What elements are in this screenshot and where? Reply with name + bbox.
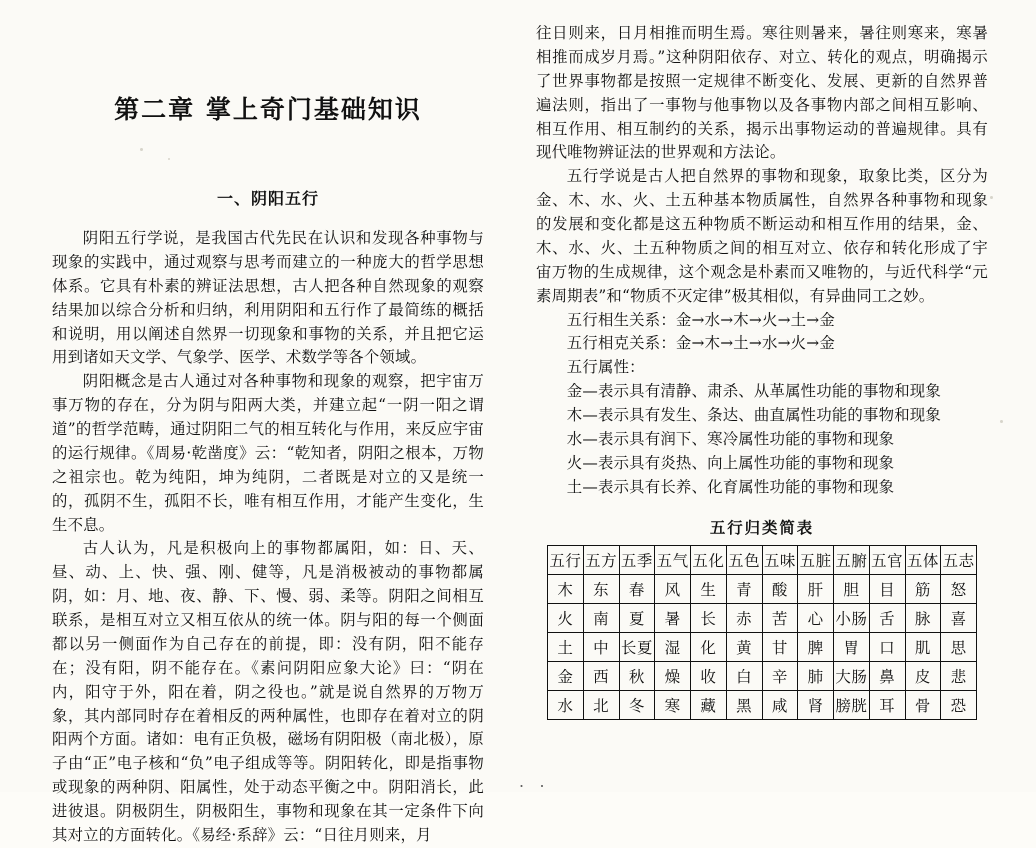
table-cell: 水 (548, 690, 584, 719)
table-row (548, 661, 977, 690)
table-cell: 胃 (834, 632, 870, 661)
table-cell: 胆 (834, 574, 870, 603)
table-cell: 西 (583, 661, 619, 690)
table-cell: 生 (691, 574, 727, 603)
table-header-row (548, 545, 977, 574)
table-header-cell: 五体 (905, 545, 941, 574)
section-title: 一、阴阳五行 (216, 189, 319, 208)
table-header-cell: 五化 (691, 545, 727, 574)
scan-speck (1000, 420, 1003, 423)
table-cell: 金 (548, 661, 584, 690)
table-header-cell: 五腑 (834, 545, 870, 574)
table-cell: 大肠 (834, 661, 870, 690)
table-cell: 中 (583, 632, 619, 661)
table-cell: 肌 (905, 632, 941, 661)
paragraph: 往日则来，日月相推而明生焉。寒往则暑来，暑往则寒来，寒暑相推而成岁月焉。”这种阴阳依存、对立、转化的观点，明确揭示了世界事物都是按照一定规律不断变化、发展、更新的自然界普遍法则，指出了一事物与他事物以及各事物内部之间相互影响、相互作用、相互制约的关系，揭示出事物运动的普遍规律。具有现代唯物辨证法的世界观和方法论。 (536, 24, 988, 162)
table-cell: 湿 (655, 632, 691, 661)
table-cell: 长 (691, 603, 727, 632)
table-cell: 甘 (762, 632, 798, 661)
table-cell: 鼻 (869, 661, 905, 690)
table-cell: 膀胱 (834, 690, 870, 719)
table-cell: 赤 (726, 603, 762, 632)
table-cell: 东 (583, 574, 619, 603)
table-cell: 喜 (941, 603, 977, 632)
table-row (548, 574, 977, 603)
table-header-cell: 五官 (869, 545, 905, 574)
table-cell: 青 (726, 574, 762, 603)
table-cell: 酸 (762, 574, 798, 603)
list-item: 火—表示具有炎热、向上属性功能的事物和现象 (566, 453, 895, 472)
table-row (548, 632, 977, 661)
page-footer-marks: ・ ・ (516, 780, 551, 793)
table-cell: 春 (619, 574, 655, 603)
list-item: 五行相克关系：金→木→土→水→火→金 (566, 334, 835, 353)
list-item: 金—表示具有清静、肃杀、从革属性功能的事物和现象 (566, 382, 941, 401)
list-item: 木—表示具有发生、条达、曲直属性功能的事物和现象 (566, 406, 941, 424)
table-cell: 悲 (941, 661, 977, 690)
table-header-cell: 五方 (583, 545, 619, 574)
paragraph: 阴阳概念是古人通过对各种事物和现象的观察，把宇宙万事万物的存在，分为阴与阳两大类，并建立起“一阴一阳之谓道”的哲学范畴，通过阴阳二气的相互转化与作用，来反应宇宙的运行规律。《周易·乾凿度》云：“乾知者，阴阳之根本，万物之祖宗也。乾为纯阳，坤为纯阴，二者既是对立的又是统一的，孤阴不生，孤阳不长，唯有相互作用，才能产生变化，生生不息。 (52, 372, 484, 534)
left-column (52, 20, 484, 844)
table-cell: 恐 (941, 690, 977, 719)
list-item: 五行相生关系：金→水→木→火→土→金 (566, 310, 835, 329)
table-cell: 肺 (798, 661, 834, 690)
table-cell: 脉 (905, 603, 941, 632)
table-header-cell: 五行 (548, 545, 584, 574)
table-cell: 藏 (691, 690, 727, 719)
table-cell: 秋 (619, 661, 655, 690)
table-header-cell: 五脏 (798, 545, 834, 574)
list-item: 土—表示具有长养、化育属性功能的事物和现象 (566, 477, 895, 496)
table-cell: 南 (583, 603, 619, 632)
table-cell: 北 (583, 690, 619, 719)
paragraph: 古人认为，凡是积极向上的事物都属阳，如：日、天、昼、动、上、快、强、刚、健等，凡是消极被动的事物都属阴，如：月、地、夜、静、下、慢、弱、柔等。阴阳之间相互联系，是相互对立又相互依从的统一体。阴与阳的每一个侧面都以另一侧面作为自己存在的前提，即：没有阴，阳不能存在；没有阳，阴不能存在。《素问阴阳应象大论》曰：“阴在内，阳守于外，阳在着，阴之役也。”就是说自然界的万物万象，其内部同时存在着相反的两种属性，也即存在着对立的阴阳两个方面。诸如：电有正负极，磁场有阴阳极（南北极），原子由“正”电子核和“负”电子组成等等。阴阳转化，即是指事物或现象的两种阴、阳属性，处于动态平衡之中。阴阳消长，此进彼退。阴极阴生，阴极阳生，事物和现象在其一定条件下向其对立的方面转化。《易经·系辞》云：“日往月则来，月 (52, 539, 484, 844)
table-header-cell: 五季 (619, 545, 655, 574)
table-cell: 怒 (941, 574, 977, 603)
table-row (548, 690, 977, 719)
table-header-cell: 五味 (762, 545, 798, 574)
table-cell: 苦 (762, 603, 798, 632)
table-cell: 思 (941, 632, 977, 661)
table-cell: 肝 (798, 574, 834, 603)
table-cell: 咸 (762, 690, 798, 719)
table-cell: 冬 (619, 690, 655, 719)
table-cell: 土 (548, 632, 584, 661)
table-cell: 寒 (655, 690, 691, 719)
table-cell: 小肠 (834, 603, 870, 632)
chapter-title: 第二章 掌上奇门基础知识 (114, 95, 422, 124)
scan-speck (990, 196, 993, 199)
table-title: 五行归类简表 (709, 518, 815, 537)
list-item: 水—表示具有润下、寒冷属性功能的事物和现象 (566, 429, 895, 448)
table-cell: 化 (691, 632, 727, 661)
table-cell: 长夏 (619, 632, 655, 661)
table-cell: 脾 (798, 632, 834, 661)
table-cell: 暑 (655, 603, 691, 632)
table-cell: 口 (869, 632, 905, 661)
table-cell: 耳 (869, 690, 905, 719)
paragraph: 阴阳五行学说，是我国古代先民在认识和发现各种事物与现象的实践中，通过观察与思考而建立的一种庞大的哲学思想体系。它具有朴素的辨证法思想，古人把各种自然现象的观察结果加以综合分析和归纳，利用阴阳和五行作了最简练的概括和说明，用以阐述自然界一切现象和事物的关系，并且把它运用到诸如天文学、气象学、医学、术数学等各个领域。 (52, 229, 484, 367)
right-column (536, 22, 988, 772)
table-cell: 辛 (762, 661, 798, 690)
table-cell: 皮 (905, 661, 941, 690)
table-cell: 肾 (798, 690, 834, 719)
table-cell: 木 (548, 574, 584, 603)
table-cell: 筋 (905, 574, 941, 603)
table-cell: 风 (655, 574, 691, 603)
list-item: 五行属性： (566, 358, 645, 377)
table-cell: 燥 (655, 661, 691, 690)
table-cell: 目 (869, 574, 905, 603)
table-header-cell: 五气 (655, 545, 691, 574)
table-cell: 舌 (869, 603, 905, 632)
paragraph: 五行学说是古人把自然界的事物和现象，取象比类，区分为金、木、水、火、土五种基本物质属性，自然界各种事物和现象的发展和变化都是这五种物质不断运动和相互作用的结果，金、木、水、火、土五种物质之间的相互对立、依存和转化形成了宇宙万物的生成规律，这个观念是朴素而又唯物的，与近代科学“元素周期表”和“物质不灭定律”极其相似，有异曲同工之妙。 (536, 167, 988, 305)
table-cell: 白 (726, 661, 762, 690)
table-cell: 骨 (905, 690, 941, 719)
table-header-cell: 五色 (726, 545, 762, 574)
table-cell: 夏 (619, 603, 655, 632)
table-cell: 黄 (726, 632, 762, 661)
table-row (548, 603, 977, 632)
table-cell: 黑 (726, 690, 762, 719)
table-cell: 火 (548, 603, 584, 632)
table-cell: 心 (798, 603, 834, 632)
table-header-cell: 五志 (941, 545, 977, 574)
table-cell: 收 (691, 661, 727, 690)
wuxing-classification-table (547, 545, 977, 720)
